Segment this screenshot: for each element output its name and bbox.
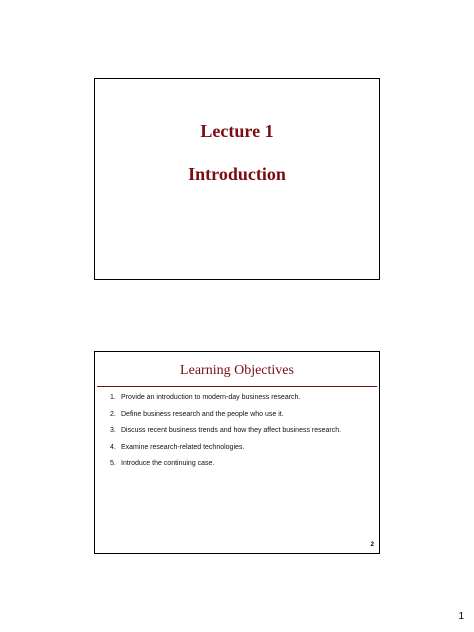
- objective-item: [110, 426, 373, 435]
- objective-text: Discuss recent business trends and how they affect business research.: [121, 427, 342, 434]
- objective-number: 4.: [110, 443, 116, 451]
- objective-text: Provide an introduction to modern-day business research.: [121, 394, 301, 401]
- objective-number: 1.: [110, 394, 116, 401]
- objective-number: 5.: [110, 460, 116, 467]
- lecture-topic-title: Introduction: [188, 164, 286, 184]
- slide-learning-objectives: [94, 351, 380, 554]
- slide-title-lecture: [94, 78, 380, 280]
- objective-item: [110, 459, 373, 468]
- slide-heading: Learning Objectives: [180, 363, 294, 378]
- objective-item: [110, 443, 373, 452]
- objective-item: [110, 393, 373, 402]
- slide-number: 2: [370, 542, 374, 548]
- objective-text: Examine research-related technologies.: [121, 443, 245, 451]
- objective-text: Introduce the continuing case.: [121, 460, 215, 467]
- heading-divider: [97, 386, 377, 387]
- objective-number: 3.: [110, 427, 116, 434]
- objective-item: [110, 410, 373, 419]
- page-number: 1: [458, 611, 464, 622]
- objective-number: 2.: [110, 410, 116, 418]
- objectives-list: [110, 393, 373, 476]
- objective-text: Define business research and the people who use it.: [121, 410, 284, 418]
- lecture-number-title: Lecture 1: [200, 121, 274, 141]
